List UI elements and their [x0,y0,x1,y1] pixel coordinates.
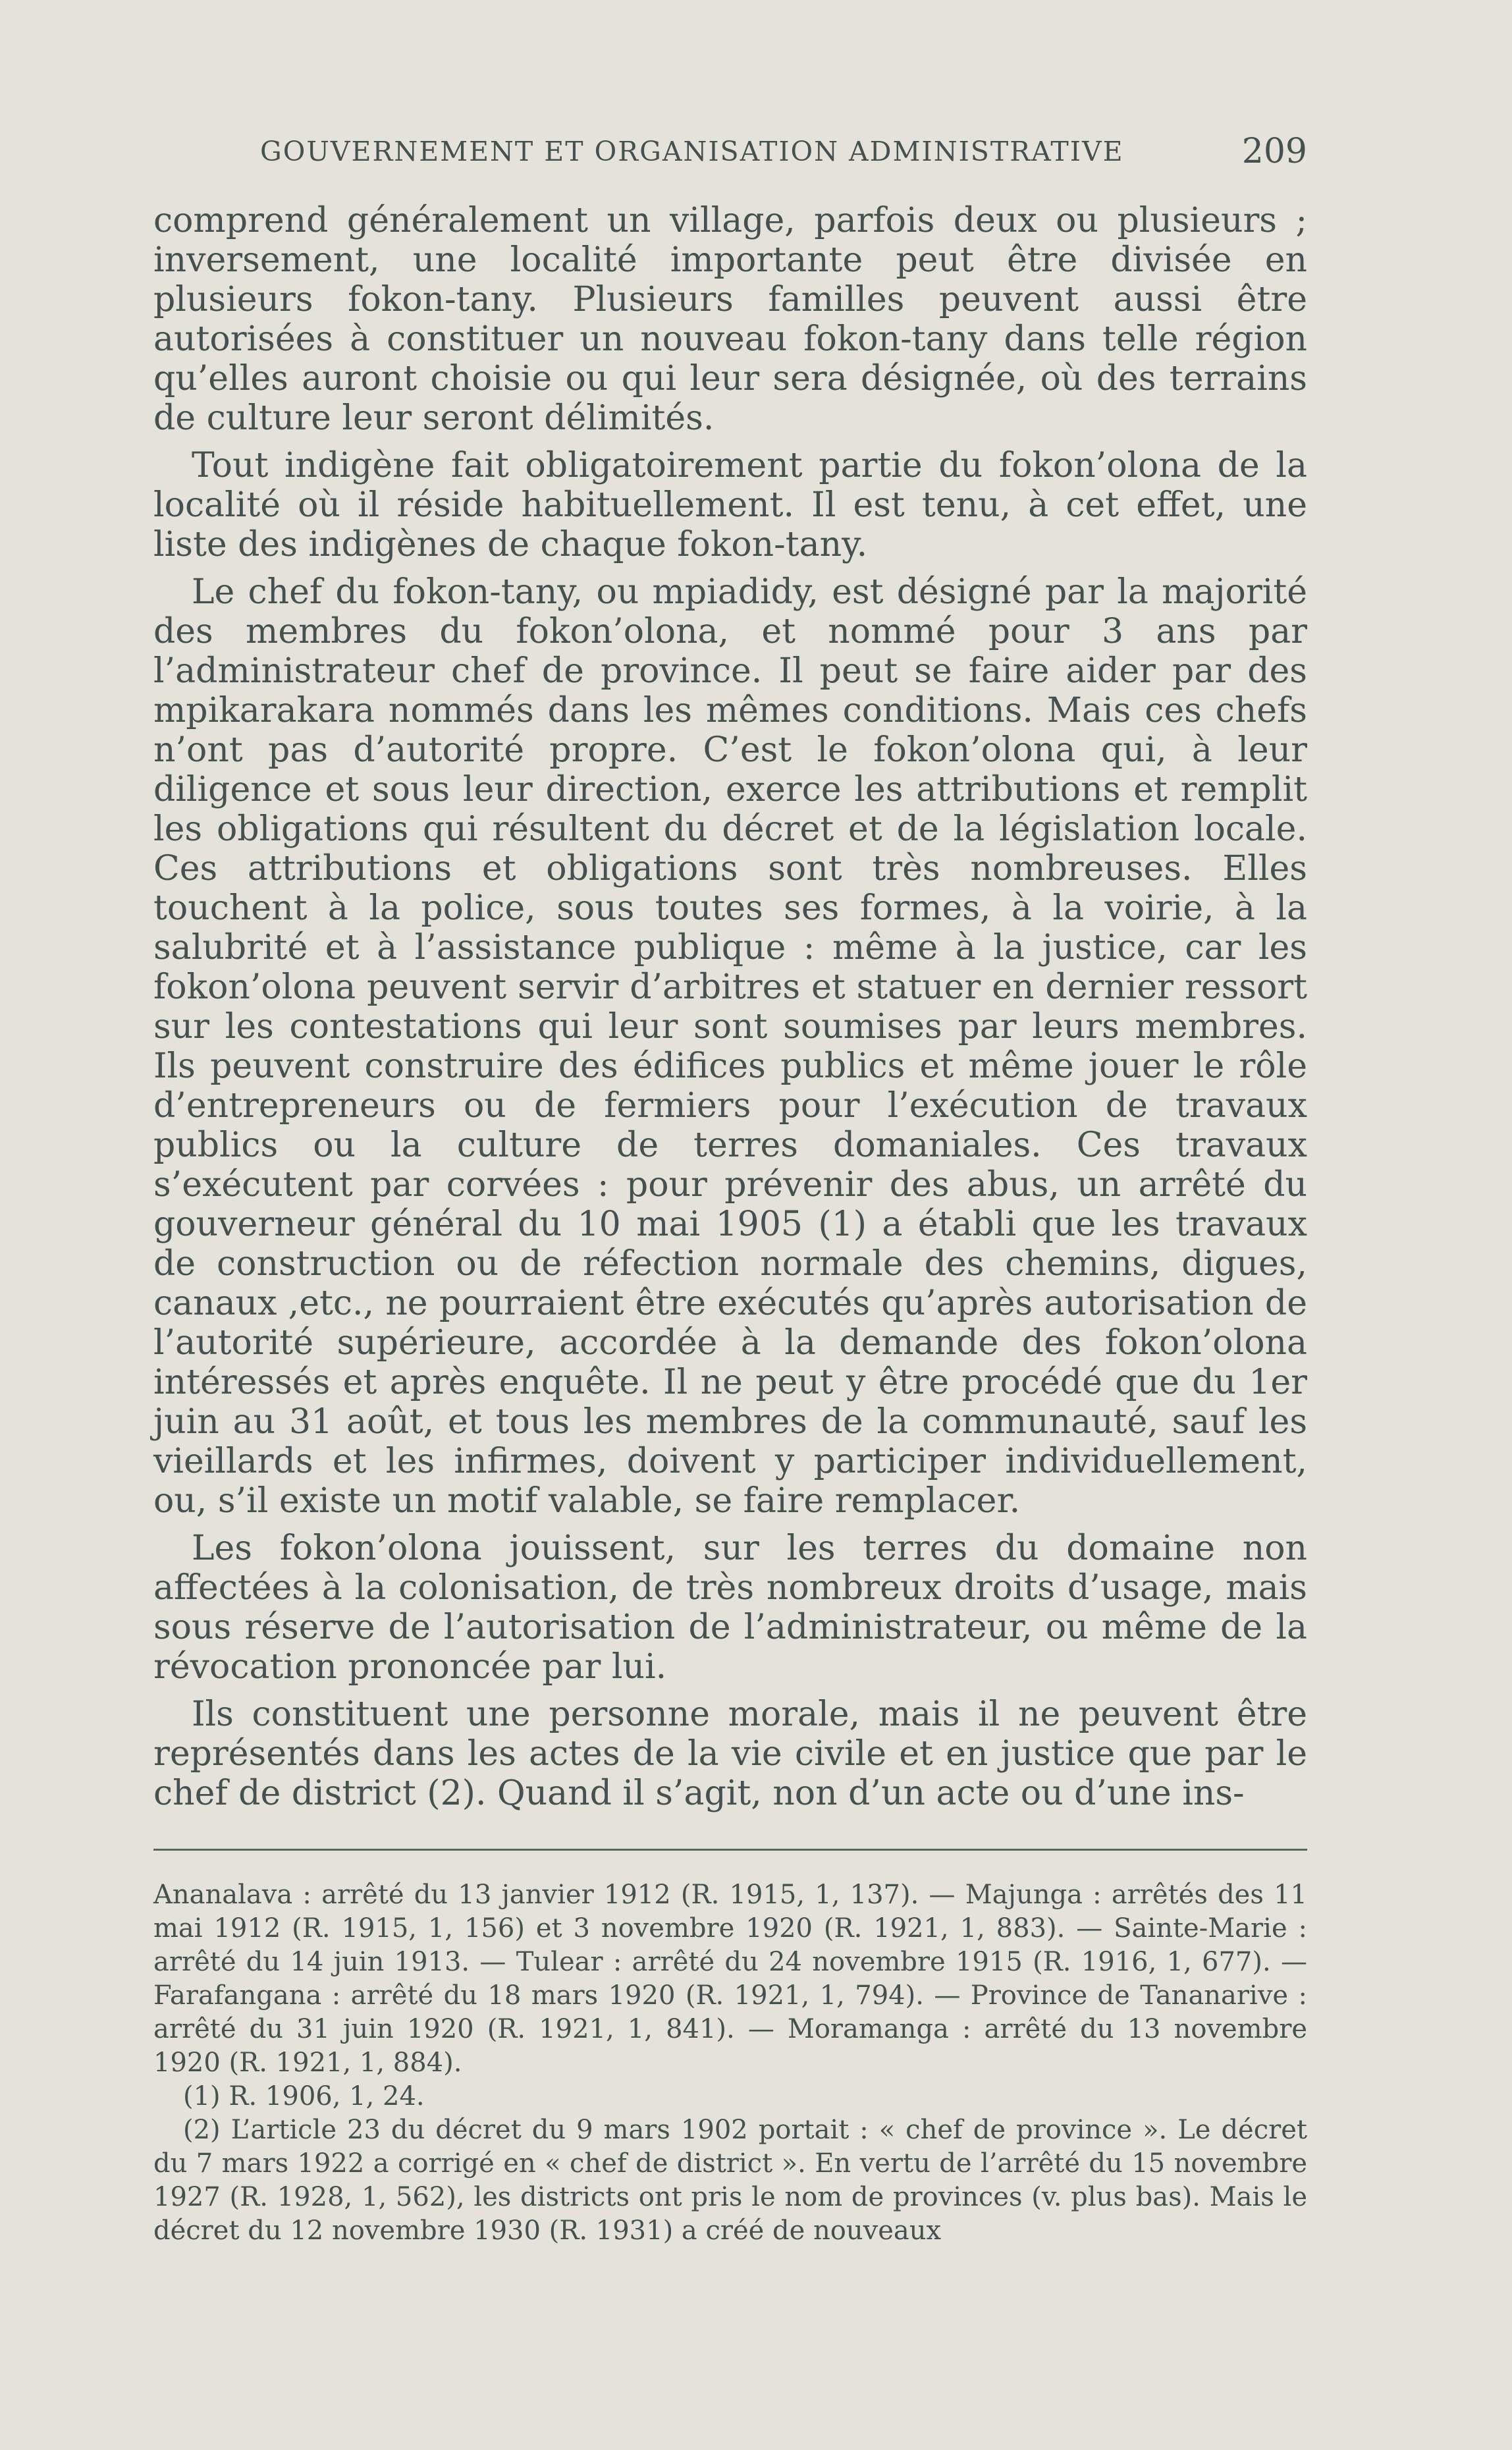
running-head [260,132,1307,178]
footnote-divider [153,1849,1307,1851]
paragraph: comprend généralement un village, parfois deux ou plusieurs ; inversement, une localité importante peut être divisée en plusieurs fokon-tany. Plusieurs familles peuvent aussi être autorisées à constituer un nouveau fokon-tany dans telle région qu’elles auront choisie ou qui leur sera désignée, où des terrains de culture leur seront délimités. [153,201,1307,438]
footnote: Ananalava : arrêté du 13 janvier 1912 (R. 1915, 1, 137). — Majunga : arrêtés des 11 mai 1912 (R. 1915, 1, 156) et 3 novembre 1920 (R. 1921, 1, 883). — Sainte-Marie : arrêté du 14 juin 1913. — Tulear : arrêté du 24 novembre 1915 (R. 1916, 1, 677). — Farafangana : arrêté du 18 mars 1920 (R. 1921, 1, 794). — Province de Tananarive : arrêté du 31 juin 1920 (R. 1921, 1, 841). — Moramanga : arrêté du 13 novembre 1920 (R. 1921, 1, 884). [153,1880,1307,2078]
paragraph: Les fokon’olona jouissent, sur les terres du domaine non affectées à la colonisation, de très nombreux droits d’usage, mais sous réserve de l’autorisation de l’administrateur, ou même de la révocation prononcée par lui. [153,1529,1307,1687]
paragraph: Ils constituent une personne morale, mais il ne peuvent être représentés dans les actes de la vie civile et en justice que par le chef de district (2). Quand il s’agit, non d’un acte ou d’une ins- [153,1695,1307,1813]
paragraph: Le chef du fokon-tany, ou mpiadidy, est désigné par la majorité des membres du fokon’olona, et nommé pour 3 ans par l’administrateur chef de province. Il peut se faire aider par des mpikarakara nommés dans les mêmes conditions. Mais ces chefs n’ont pas d’autorité propre. C’est le fokon’olona qui, à leur diligence et sous leur direction, exerce les attributions et remplit les obligations qui résultent du décret et de la législation locale. Ces attributions et obligations sont très nombreuses. Elles touchent à la police, sous toutes ses formes, à la voirie, à la salubrité et à l’assistance publique : même à la justice, car les fokon’olona peuvent servir d’arbitres et statuer en dernier ressort sur les contestations qui leur sont soumises par leurs membres. Ils peuvent construire des édifices publics et même jouer le rôle d’entrepreneurs ou de fermiers pour l’exécution de travaux publics ou la culture de terres domaniales. Ces travaux s’exécutent par corvées : pour prévenir des abus, un arrêté du gouverneur général du 10 mai 1905 (1) a établi que les travaux de construction ou de réfection normale des chemins, digues, canaux ,etc., ne pourraient être exécutés qu’après autorisation de l’autorité supérieure, accordée à la demande des fokon’olona intéressés et après enquête. Il ne peut y être procédé que du 1er juin au 31 août, et tous les membres de la communauté, sauf les vieillards et les infirmes, doivent y participer individuellement, ou, s’il existe un motif valable, se faire remplacer. [153,572,1307,1521]
body-text [153,201,1307,1821]
footnote: (1) R. 1906, 1, 24. [183,2081,425,2111]
footnote: (2) L’article 23 du décret du 9 mars 1902 portait : « chef de province ». Le décret du 7 mars 1922 a corrigé en « chef de district ». En vertu de l’arrêté du 15 novembre 1927 (R. 1928, 1, 562), les districts ont pris le nom de provinces (v. plus bas). Mais le décret du 12 novembre 1930 (R. 1931) a créé de nouveaux [153,2115,1307,2246]
paragraph: Tout indigène fait obligatoirement partie du fokon’olona de la localité où il réside habituellement. Il est tenu, à cet effet, une liste des indigènes de chaque fokon-tany. [153,446,1307,564]
running-title: GOUVERNEMENT ET ORGANISATION ADMINISTRATIVE [260,136,1124,167]
footnotes [153,1878,1307,2248]
page-number: 209 [1241,132,1307,171]
